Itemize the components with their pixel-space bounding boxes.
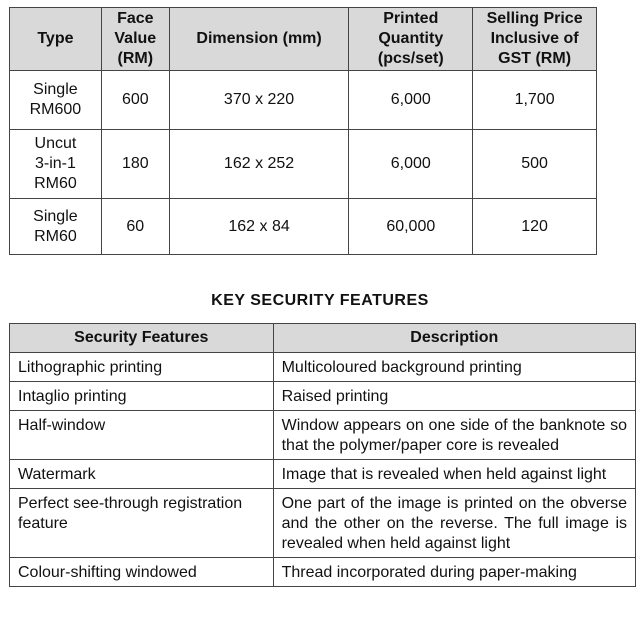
- header-selling-price: Selling Price Inclusive of GST (RM): [473, 8, 597, 71]
- cell-face-value: 60: [101, 199, 169, 255]
- security-features-table: [9, 323, 636, 587]
- table-row: [10, 130, 597, 199]
- cell-price: 1,700: [473, 71, 597, 130]
- features-header-row: [10, 324, 636, 353]
- cell-dimension: 370 x 220: [169, 71, 349, 130]
- cell-dimension: 162 x 84: [169, 199, 349, 255]
- cell-feature: Intaglio printing: [10, 382, 274, 411]
- table-row: [10, 411, 636, 460]
- cell-face-value: 180: [101, 130, 169, 199]
- section-title: KEY SECURITY FEATURES: [211, 292, 429, 309]
- cell-feature: Lithographic printing: [10, 353, 274, 382]
- table-row: [10, 199, 597, 255]
- cell-description: Window appears on one side of the banknote so that the polymer/paper core is revealed: [273, 411, 635, 460]
- cell-quantity: 6,000: [349, 71, 473, 130]
- cell-feature: Colour-shifting windowed: [10, 558, 274, 587]
- cell-type: Single RM60: [10, 199, 102, 255]
- cell-feature: Half-window: [10, 411, 274, 460]
- table-row: [10, 460, 636, 489]
- cell-description: Image that is revealed when held against light: [273, 460, 635, 489]
- cell-description: Raised printing: [273, 382, 635, 411]
- cell-face-value: 600: [101, 71, 169, 130]
- header-type: Type: [10, 8, 102, 71]
- header-face-value: Face Value (RM): [101, 8, 169, 71]
- table-row: [10, 382, 636, 411]
- header-printed-quantity: Printed Quantity (pcs/set): [349, 8, 473, 71]
- table-row: [10, 353, 636, 382]
- cell-type: Uncut 3-in-1 RM60: [10, 130, 102, 199]
- table-row: [10, 71, 597, 130]
- table-row: [10, 558, 636, 587]
- table-row: [10, 489, 636, 558]
- cell-description: Thread incorporated during paper-making: [273, 558, 635, 587]
- cell-feature: Watermark: [10, 460, 274, 489]
- price-table: [9, 7, 597, 255]
- cell-type: Single RM600: [10, 71, 102, 130]
- price-table-header-row: [10, 8, 597, 71]
- cell-price: 500: [473, 130, 597, 199]
- header-dimension: Dimension (mm): [169, 8, 349, 71]
- header-description: Description: [273, 324, 635, 353]
- cell-feature: Perfect see-through registration feature: [10, 489, 274, 558]
- cell-quantity: 60,000: [349, 199, 473, 255]
- cell-quantity: 6,000: [349, 130, 473, 199]
- cell-dimension: 162 x 252: [169, 130, 349, 199]
- cell-description: One part of the image is printed on the obverse and the other on the reverse. The full image is revealed when held against light: [273, 489, 635, 558]
- cell-description: Multicoloured background printing: [273, 353, 635, 382]
- cell-price: 120: [473, 199, 597, 255]
- header-security-features: Security Features: [10, 324, 274, 353]
